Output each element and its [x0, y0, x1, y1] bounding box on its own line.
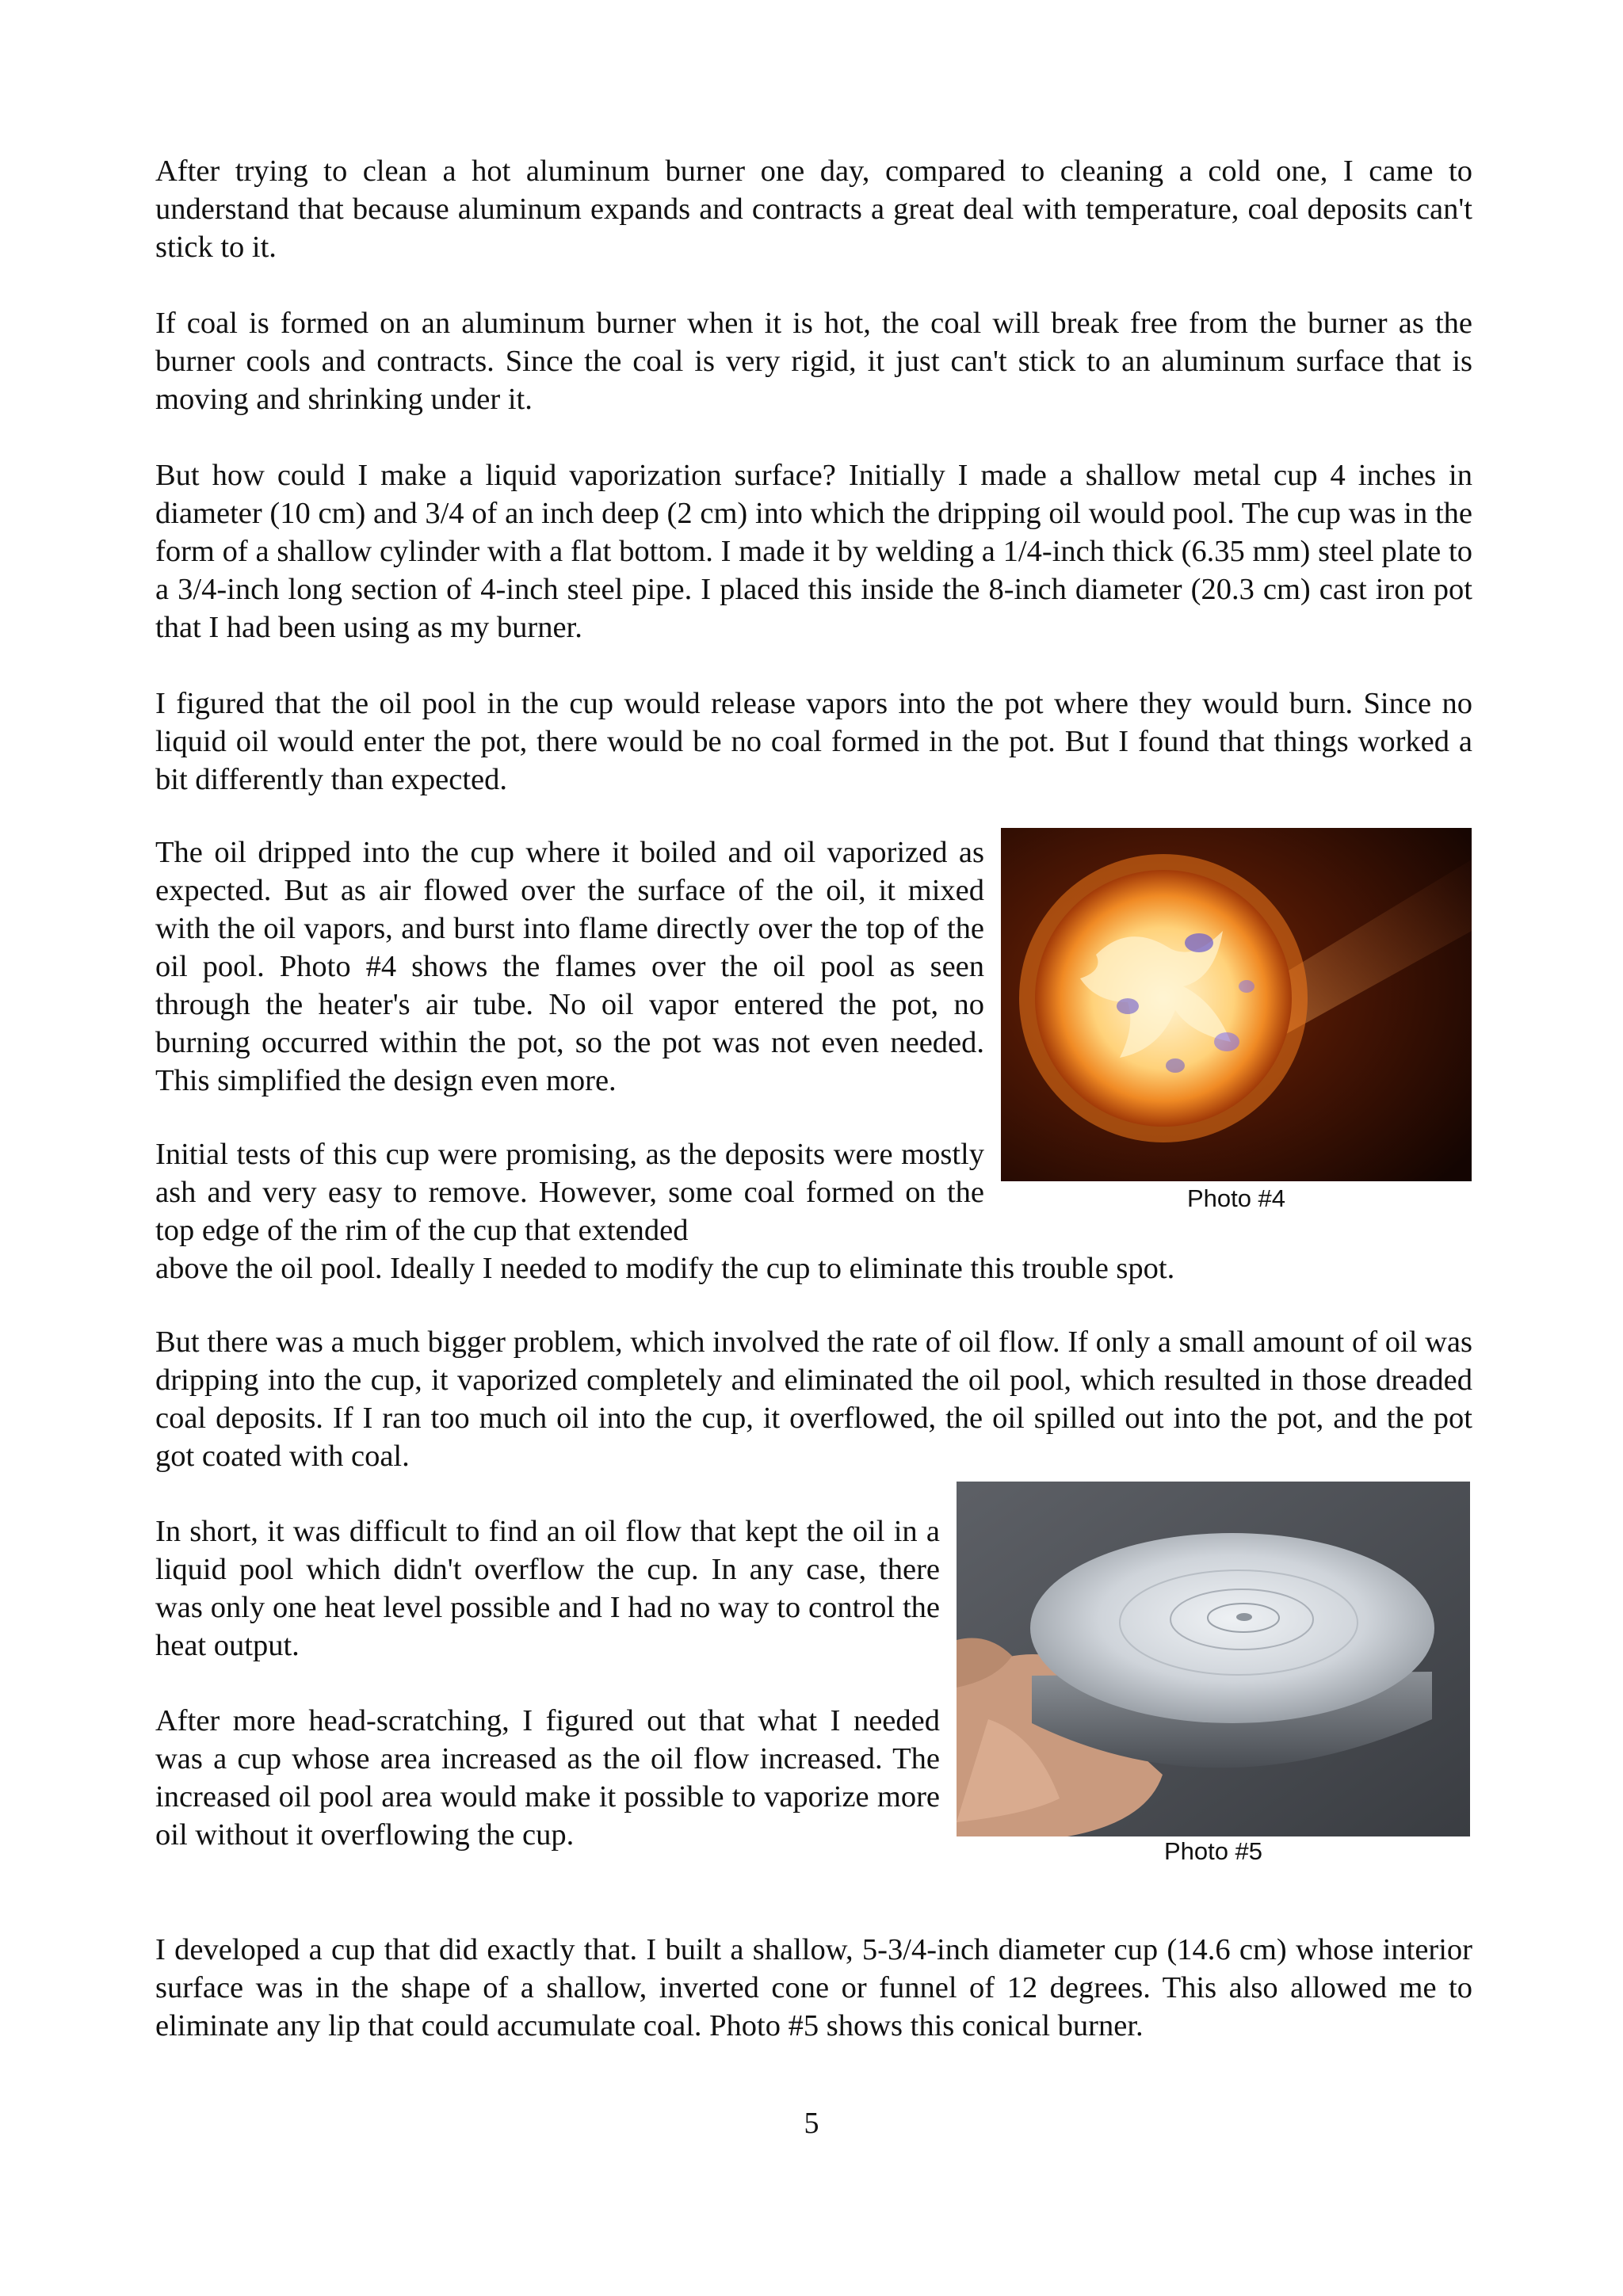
photo-5-conical-burner: [957, 1482, 1470, 1836]
paragraph-developed-cup: I developed a cup that did exactly that. I built a shallow, 5-3/4-inch diameter cup (14.6 cm) whose interior surface was in the shape of a shallow, inverted cone or funnel of 12 degrees. This also allowed me to eliminate any lip that could accumulate coal. Photo #5 shows this conical burner.: [155, 1933, 1472, 2042]
photo-4-caption: Photo #4: [1186, 1184, 1286, 1212]
photo-5-caption: Photo #5: [1163, 1837, 1263, 1865]
photo-4-flames: [1001, 828, 1472, 1181]
paragraph-initial-tests-continued: above the oil pool. Ideally I needed to modify the cup to eliminate this trouble spot.: [155, 1252, 1175, 1285]
paragraph-in-short: In short, it was difficult to find an oil flow that kept the oil in a liquid pool which didn't overflow the cup. In any case, there was only one heat level possible and I had no way to control the heat output.: [155, 1515, 940, 1662]
burner-image: [957, 1482, 1470, 1836]
flame-image: [1001, 828, 1472, 1181]
paragraph-head-scratching: After more head-scratching, I figured out that what I needed was a cup whose area increased as the oil flow increased. The increased oil pool area would make it possible to vaporize more oil without it overflowing the cup.: [155, 1704, 940, 1852]
paragraph-bigger-problem: But there was a much bigger problem, which involved the rate of oil flow. If only a small amount of oil was dripping into the cup, it vaporized completely and eliminated the oil pool, which resulted in those dreaded coal deposits. If I ran too much oil into the cup, it overflowed, the oil spilled out into the pot, and the pot got coated with coal.: [155, 1325, 1472, 1473]
paragraph-oil-pool-vapors: I figured that the oil pool in the cup would release vapors into the pot where they would burn. Since no liquid oil would enter the pot, there would be no coal formed in the pot. But I found that things worked a bit differently than expected.: [155, 687, 1472, 796]
page-number: 5: [804, 2107, 819, 2140]
paragraph-coal-break-free: If coal is formed on an aluminum burner when it is hot, the coal will break free from the burner as the burner cools and contracts. Since the coal is very rigid, it just can't stick to an aluminum surface that is moving and shrinking under it.: [155, 307, 1472, 416]
paragraph-initial-tests: Initial tests of this cup were promising, as the deposits were mostly ash and very easy to remove. However, some coal formed on the top edge of the rim of the cup that extended: [155, 1138, 984, 1247]
paragraph-aluminum-expansion: After trying to clean a hot aluminum burner one day, compared to cleaning a cold one, I came to understand that because aluminum expands and contracts a great deal with temperature, coal deposits can't stick to it.: [155, 154, 1472, 264]
paragraph-vaporization-surface: But how could I make a liquid vaporization surface? Initially I made a shallow metal cup 4 inches in diameter (10 cm) and 3/4 of an inch deep (2 cm) into which the dripping oil would pool. The cup was in the form of a shallow cylinder with a flat bottom. I made it by welding a 1/4-inch thick (6.35 mm) steel plate to a 3/4-inch long section of 4-inch steel pipe. I placed this inside the 8-inch diameter (20.3 cm) cast iron pot that I had been using as my burner.: [155, 459, 1472, 644]
paragraph-oil-dripped: The oil dripped into the cup where it boiled and oil vaporized as expected. But as air flowed over the surface of the oil, it mixed with the oil vapors, and burst into flame directly over the top of the oil pool. Photo #4 shows the flames over the oil pool as seen through the heater's air tube. No oil vapor entered the pot, no burning occurred within the pot, so the pot was not even needed. This simplified the design even more.: [155, 836, 984, 1097]
